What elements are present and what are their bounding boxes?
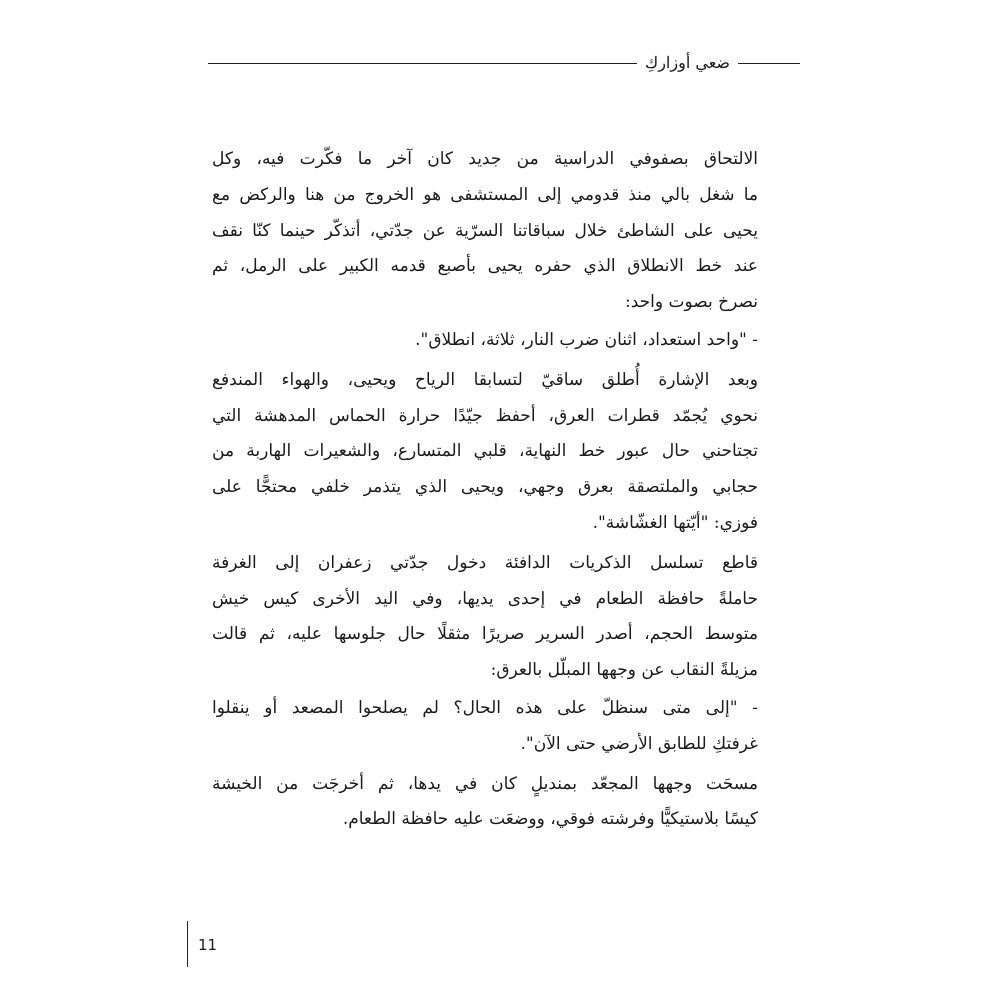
text-line: فوزي: "أيّتها الغشّاشة".: [592, 512, 758, 533]
body-text: [212, 142, 788, 838]
paragraph-5-dialogue: [212, 691, 788, 763]
text-line: يحيى على الشاطئ خلال سباقاتنا السرّية عن جدّتي، أتذكّر حينما كنّا نقف: [212, 220, 758, 241]
text-line: غرفتكِ للطابق الأرضي حتى الآن".: [520, 733, 758, 754]
text-line: عند خط الانطلاق الذي حفره يحيى بأصبع قدمه الكبير على الرمل، ثم: [212, 256, 758, 277]
text-line: مسحَت وجهها المجعّد بمنديلٍ كان في يدها، ثم أخرجَت من الخيشة: [212, 773, 758, 794]
page-number: 11: [198, 936, 218, 954]
text-line: قاطع تسلسل الذكريات الدافئة دخول جدّتي زعفران إلى الغرفة: [212, 552, 758, 573]
text-line: مزيلةً النقاب عن وجهها المبلّل بالعرق:: [490, 660, 758, 681]
text-line: نحوي يُجمّد قطرات العرق، أحفظ جيّدًا حرارة الحماس المدهشة التي: [212, 405, 758, 426]
text-line: الالتحاق بصفوفي الدراسية من جديد كان آخر ما فكّرت فيه، وكل: [212, 149, 758, 169]
text-line: حاملةً حافظة الطعام في إحدى يديها، وفي اليد الأخرى كيس خيش: [212, 588, 758, 609]
text-line: متوسط الحجم، أصدر السرير صريرًا مثقلًا حال جلوسها عليه، ثم قالت: [212, 624, 758, 645]
footer-rule: [187, 921, 188, 967]
running-header: [208, 48, 800, 78]
paragraph-4: [212, 546, 788, 689]
paragraph-2-dialogue: [212, 323, 788, 359]
text-line: نصرخ بصوت واحد:: [625, 292, 758, 313]
text-line: وبعد الإشارة أُطلق ساقيّ لتسابقا الرياح ويحيى، والهواء المندفع: [212, 369, 758, 390]
header-rule-right: [738, 63, 800, 64]
text-line: - "واحد استعداد، اثنان ضرب النار، ثلاثة، انطلاق".: [415, 329, 758, 350]
header-title: ضعي أوزاركِ: [645, 53, 730, 72]
text-line: - "إلى متى سنظلّ على هذه الحال؟ لم يصلحوا المصعد أو ينقلوا: [212, 697, 758, 718]
paragraph-3: [212, 363, 788, 542]
text-line: كيسًا بلاستيكيًّا وفرشته فوقي، ووضعَت عليه حافظة الطعام.: [342, 809, 758, 830]
text-line: ما شغل بالي منذ قدومي إلى المستشفى هو الخروج من هنا والركض مع: [212, 184, 758, 205]
text-line: تجتاحني حال عبور خط النهاية، قلبي المتسارع، والشعيرات الهاربة من: [212, 441, 758, 462]
text-line: حجابي والملتصقة بعرق وجهي، ويحيى الذي يتذمر خلفي محتجًّا على: [212, 477, 759, 498]
paragraph-6: [212, 767, 788, 839]
header-rule-left: [208, 63, 637, 64]
paragraph-1: [212, 142, 788, 321]
